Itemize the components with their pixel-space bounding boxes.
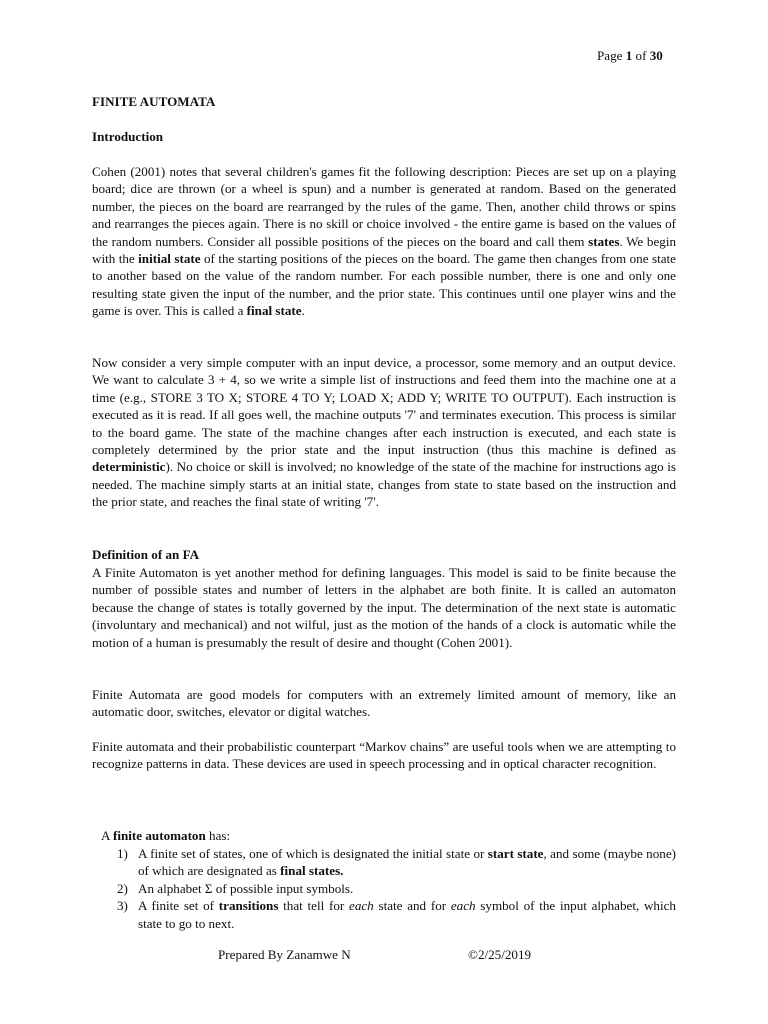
computer-paragraph: Now consider a very simple computer with an input device, a processor, some memory and an output device. We want to calculate 3 + 4, so we write a simple list of instructions and feed them into the machine one at a time (e.g., STORE 3 TO X; STORE 4 TO Y; LOAD X; ADD Y; WRITE TO OUTPUT). Each instruction is executed as it is read. If all goes well, the machine outputs '7' and terminates execution. This process is similar to the board game. The state of the machine changes after each instruction is executed, and each state is completely determined by the prior state and the input instruction (thus this machine is defined as deterministic). No choice or skill is involved; no knowledge of the state of the machine for instructions ago is needed. The machine simply starts at an initial state, changes from state to state based on the instruction and the prior state, and reaches the final state of writing '7'. <box>92 355 676 510</box>
definition-heading: Definition of an FA <box>92 547 200 562</box>
list-item: 2) An alphabet Σ of possible input symbols. <box>117 880 354 896</box>
total-pages: 30 <box>649 48 663 63</box>
markov-paragraph: Finite automata and their probabilistic counterpart “Markov chains” are useful tools when we are attempting to recognize patterns in data. These devices are used in speech processing and in optical character recognition. <box>92 739 676 772</box>
page-number: Page 1 of 30 <box>597 48 663 63</box>
definition-paragraph: A Finite Automaton is yet another method for defining languages. This model is said to be finite because the number of possible states and number of letters in the alphabet are both finite. It is called an automaton because the change of states is totally governed by the input. The determination of the next state is automatic (involuntary and mechanical) and not wilful, just as the motion of the hands of a clock is automatic while the motion of a human is presumably the result of desire and thought (Cohen 2001). <box>92 565 676 650</box>
list-intro: A finite automaton has: <box>101 828 231 843</box>
footer-author: Prepared By Zanamwe N <box>218 947 351 962</box>
list-item: 3) A finite set of transitions that tell for each state and for each symbol of the input alphabet, which state to go to next. <box>117 898 676 931</box>
current-page: 1 <box>625 48 633 63</box>
components-list <box>92 845 676 932</box>
models-paragraph: Finite Automata are good models for computers with an extremely limited amount of memory, like an automatic door, switches, elevator or digital watches. <box>92 687 676 720</box>
intro-heading: Introduction <box>92 129 164 144</box>
list-item: 1) A finite set of states, one of which is designated the initial state or start state, and some (maybe none) of which are designated as final states. <box>117 846 676 879</box>
document-title: FINITE AUTOMATA <box>92 94 216 109</box>
footer-date: ©2/25/2019 <box>468 947 532 962</box>
intro-paragraph: Cohen (2001) notes that several children's games fit the following description: Pieces are set up on a playing board; dice are thrown (or a wheel is spun) and a number is generated at random. Based on the generated number, the pieces on the board are rearranged by the rules of the game. Then, another child throws or spins and rearranges the pieces again. There is no skill or choice involved - the entire game is based on the values of the random numbers. Consider all possible positions of the pieces on the board and call them states. We begin with the initial state of the starting positions of the pieces on the board. The game then changes from one state to another based on the value of the random number. For each possible number, there is one and only one resulting state given the input of the number, and the prior state. This continues until one player wins and the game is over. This is called a final state. <box>92 164 677 319</box>
